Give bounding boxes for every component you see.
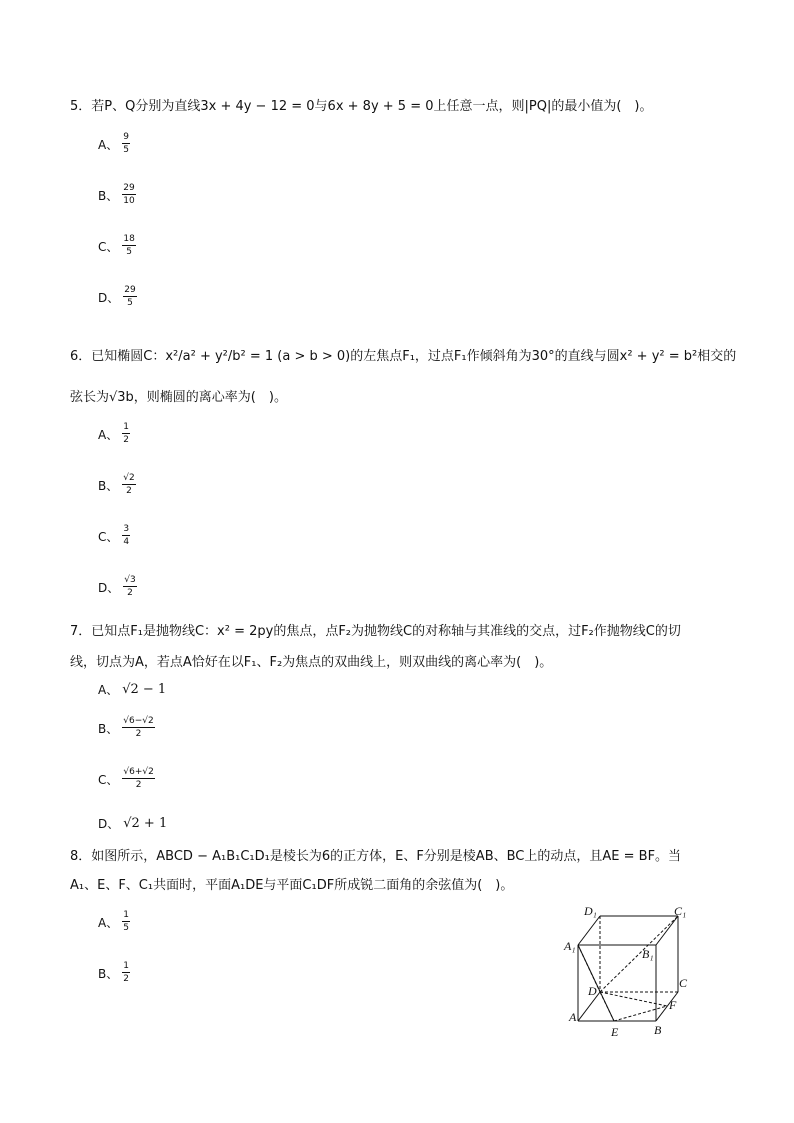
edge-c1-b1 — [656, 916, 678, 945]
question-6-option-b[interactable] — [98, 474, 136, 496]
fraction: $\frac{1}{2}$ — [123, 961, 129, 984]
option-label: A、 — [98, 683, 119, 697]
fraction: $\frac{3}{4}$ — [123, 524, 130, 547]
question-7-option-a[interactable] — [98, 681, 166, 698]
question-5-option-c[interactable] — [98, 235, 136, 257]
question-8-text-line-2: A₁、E、F、C₁共面时，平面A₁DE与平面C₁DF所成锐二面角的余弦值为( )。 — [70, 878, 514, 893]
label-a: A — [569, 1010, 577, 1024]
fraction: $\frac{√2}{2}$ — [123, 473, 135, 496]
option-value: √2 + 1 — [123, 816, 168, 831]
label-f: F — [669, 998, 677, 1012]
question-6-option-a[interactable] — [98, 423, 130, 445]
question-8-option-b[interactable] — [98, 962, 130, 984]
hidden-line-e-f — [614, 1006, 667, 1021]
label-d1: D₁ — [584, 904, 597, 918]
question-5-option-d[interactable] — [98, 286, 137, 308]
label-e: E — [611, 1025, 619, 1039]
fraction: $\frac{1}{2}$ — [123, 422, 129, 445]
label-b1: B₁ — [642, 947, 654, 961]
option-label: C、 — [98, 529, 119, 544]
option-label: D、 — [98, 290, 120, 305]
hidden-line-a1-d — [578, 945, 600, 992]
label-d: D — [588, 984, 597, 998]
fraction: $\frac{29}{10}$ — [123, 183, 135, 206]
question-7-option-d[interactable] — [98, 815, 167, 832]
option-label: B、 — [98, 966, 119, 981]
option-label: A、 — [98, 427, 119, 442]
option-label: D、 — [98, 817, 120, 831]
option-label: D、 — [98, 580, 120, 595]
option-value: √2 − 1 — [122, 682, 167, 697]
question-8-text-line-1: 8．如图所示，ABCD − A₁B₁C₁D₁是棱长为6的正方体，E、F分别是棱AB、BC上的动点，且AE = BF。当 — [70, 849, 682, 864]
label-c: C — [679, 976, 688, 990]
hidden-line-d-e — [600, 992, 614, 1021]
question-8-option-a[interactable] — [98, 911, 130, 933]
fraction: $\frac{√6-√2}{2}$ — [123, 716, 154, 739]
line-a-d — [578, 992, 600, 1021]
fraction: $\frac{√6+√2}{2}$ — [123, 767, 154, 790]
question-6-text-line-2: 弦长为√3b，则椭圆的离心率为( )。 — [70, 390, 287, 405]
question-7-option-c[interactable] — [98, 768, 155, 790]
option-label: B、 — [98, 188, 119, 203]
fraction: $\frac{1}{5}$ — [123, 910, 129, 933]
hidden-line-d-f — [600, 992, 667, 1006]
line-a1-e — [578, 945, 614, 1021]
question-5-option-a[interactable] — [98, 133, 130, 155]
option-label: B、 — [98, 478, 119, 493]
fraction: $\frac{18}{5}$ — [123, 234, 135, 257]
fraction: $\frac{29}{5}$ — [124, 285, 136, 308]
option-label: C、 — [98, 772, 119, 787]
label-b: B — [654, 1023, 662, 1037]
option-label: C、 — [98, 239, 119, 254]
question-6-text-line-1: 6．已知椭圆C：x²/a² + y²/b² = 1 (a > b > 0)的左焦点F₁，过点F₁作倾斜角为30°的直线与圆x² + y² = b²相交的 — [70, 349, 737, 364]
question-6-option-d[interactable] — [98, 576, 137, 598]
question-6-option-c[interactable] — [98, 525, 130, 547]
hidden-line-d-c1 — [600, 916, 678, 992]
question-7-option-b[interactable] — [98, 717, 155, 739]
question-5-option-b[interactable] — [98, 184, 136, 206]
option-label: A、 — [98, 915, 119, 930]
question-7-text-line-2: 线，切点为A，若点A恰好在以F₁、F₂为焦点的双曲线上，则双曲线的离心率为( )。 — [70, 655, 553, 670]
label-c1: C₁ — [674, 904, 687, 918]
fraction: $\frac{9}{5}$ — [123, 132, 129, 155]
label-a1: A₁ — [564, 939, 576, 953]
edge-a1-d1 — [578, 916, 600, 945]
fraction: $\frac{√3}{2}$ — [124, 575, 136, 598]
edge-c-b — [656, 992, 678, 1021]
question-7-text-line-1: 7．已知点F₁是抛物线C：x² = 2py的焦点，点F₂为抛物线C的对称轴与其准线的交点，过F₂作抛物线C的切 — [70, 624, 681, 639]
option-label: B、 — [98, 721, 119, 736]
option-label: A、 — [98, 137, 119, 152]
question-5-text: 5．若P、Q分别为直线3x + 4y − 12 = 0与6x + 8y + 5 = 0上任意一点，则|PQ|的最小值为( )。 — [70, 99, 653, 114]
